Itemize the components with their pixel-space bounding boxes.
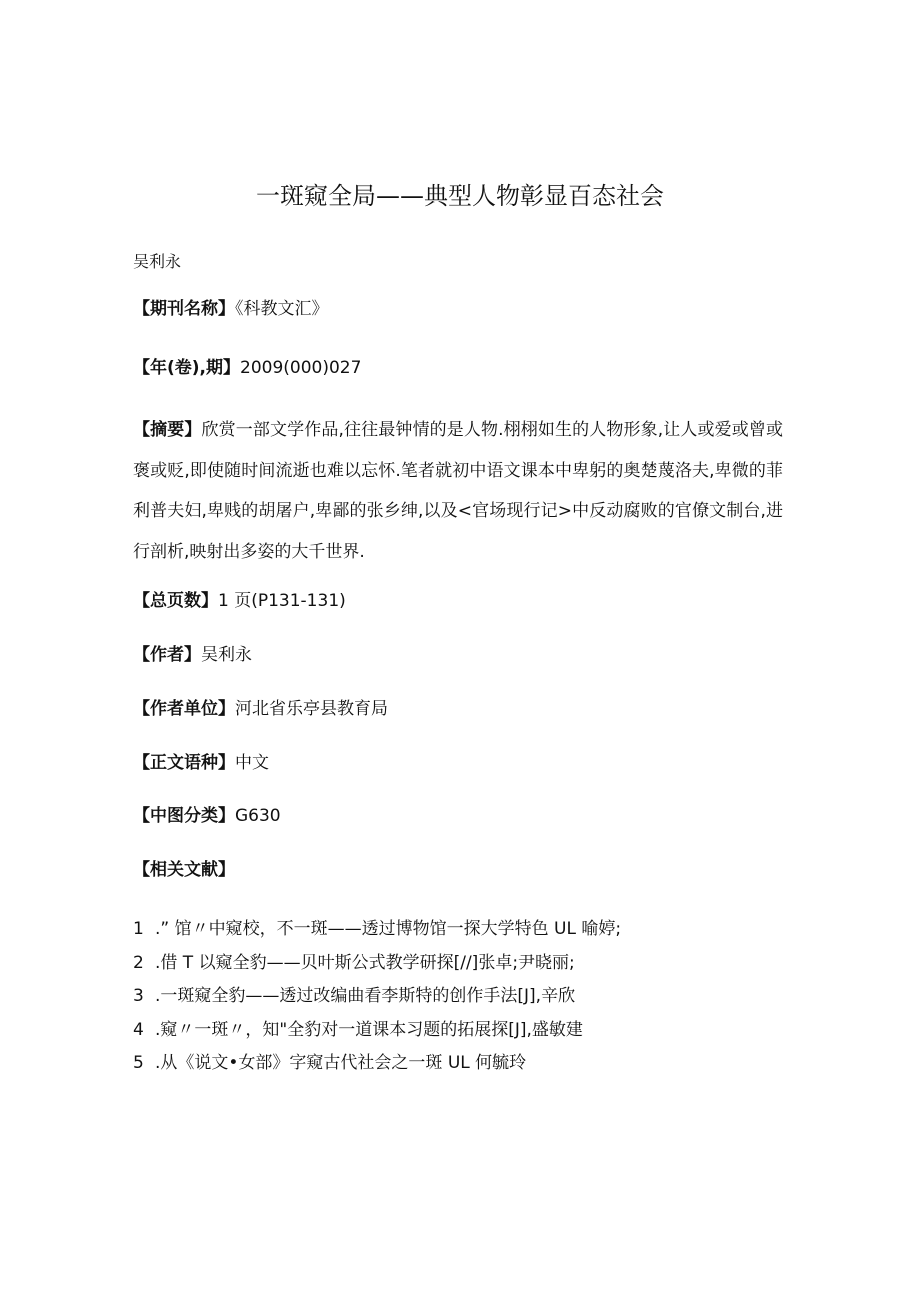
volume-issue-field (133, 356, 361, 381)
document-title: 一斑窥全局——典型人物彰显百态社会 (256, 182, 664, 210)
related-label: 【相关文献】 (133, 860, 235, 880)
related-literature-heading (133, 858, 235, 883)
reference-text: .” 馆〃中窥校，不一斑——透过博物馆一探大学特色 UL 喻婷; (155, 919, 622, 939)
journal-value: 《科教文汇》 (235, 299, 329, 319)
language-field (133, 751, 269, 776)
author-field (133, 643, 252, 668)
author-byline: 吴利永 (133, 252, 182, 271)
reference-number: 3 (133, 986, 144, 1006)
abstract-value: 欣赏一部文学作品,往往最钟情的是人物.栩栩如生的人物形象,让人或爱或曾或褒或贬,即使随时间流逝也难以忘怀.笔者就初中语文课本中卑躬的奥楚蔑洛夫,卑微的菲利普夫妇,卑贱的胡屠户,卑鄙的张乡绅,以及<官场现行记>中反动腐败的官僚文制台,进行剖析,映射出多姿的大千世界. (133, 420, 784, 562)
pages-value: 1 页(P131-131) (218, 591, 346, 611)
reference-text: .一斑窥全豹——透过改编曲看李斯特的创作手法[J],辛欣 (155, 986, 576, 1006)
affiliation-field (133, 697, 388, 722)
reference-number: 2 (133, 952, 144, 973)
reference-number: 1 (133, 919, 144, 939)
volume-issue-label: 【年(卷),期】 (133, 358, 240, 378)
reference-list (133, 917, 813, 1085)
reference-item[interactable] (133, 917, 813, 951)
reference-text: .从《说文•女部》字窥古代社会之一斑 UL 何毓玲 (155, 1053, 527, 1073)
reference-item[interactable] (133, 1051, 813, 1085)
author-label: 【作者】 (133, 645, 201, 665)
affiliation-value: 河北省乐亭县教育局 (235, 699, 388, 719)
reference-item[interactable] (133, 951, 813, 985)
journal-label: 【期刊名称】 (133, 299, 235, 319)
pages-field (133, 589, 346, 614)
affiliation-label: 【作者单位】 (133, 699, 235, 719)
classification-value: G630 (235, 806, 281, 826)
reference-number: 5 (133, 1053, 144, 1073)
reference-text: .窥〃一斑〃，知"全豹对一道课本习题的拓展探[J],盛敏建 (155, 1019, 583, 1040)
reference-item[interactable] (133, 984, 813, 1018)
reference-number: 4 (133, 1019, 144, 1040)
reference-text: .借 T 以窥全豹——贝叶斯公式教学研探[//]张卓;尹晓丽; (155, 952, 575, 973)
language-label: 【正文语种】 (133, 753, 235, 773)
language-value: 中文 (235, 753, 269, 773)
pages-label: 【总页数】 (133, 591, 218, 611)
journal-field (133, 297, 329, 322)
abstract-field (133, 410, 783, 572)
volume-issue-value: 2009(000)027 (240, 358, 362, 378)
classification-field (133, 804, 281, 829)
abstract-label: 【摘要】 (133, 420, 202, 440)
reference-item[interactable] (133, 1018, 813, 1052)
classification-label: 【中图分类】 (133, 806, 235, 826)
author-value: 吴利永 (201, 645, 252, 665)
